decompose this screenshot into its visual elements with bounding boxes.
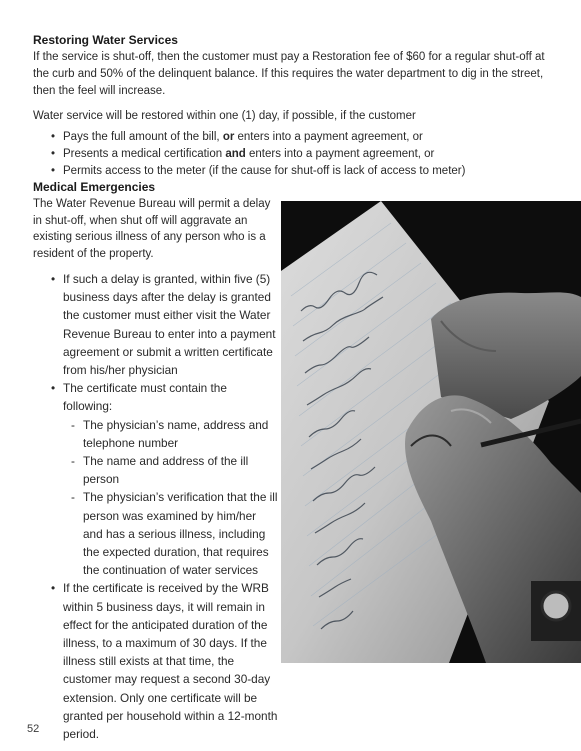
medical-heading: Medical Emergencies <box>33 180 156 194</box>
restoring-bullet: • Pays the full amount of the bill, or enters into a payment agreement, or <box>51 129 548 146</box>
medical-intro: The Water Revenue Bureau will permit a delay in shut-off, when shut off will aggravate an existing serious illness of any person who is a resident of the property. <box>33 198 271 260</box>
medical-bullet: • If such a delay is granted, within five (5) business days after the delay is granted the customer must either visit the Water Revenue Bureau to enter into a payment agreement or submit a written certificate from his/her physician <box>51 270 278 379</box>
restoring-heading: Restoring Water Services <box>33 33 178 47</box>
restoring-paragraph-1: If the service is shut-off, then the customer must pay a Restoration fee of $60 for a regular shut-off at the curb and 50% of the delinquent balance. If this requires the water department to dig in the street, then the feel will increase. <box>33 51 545 97</box>
restoring-bullet: • Presents a medical certification and enters into a payment agreement, or <box>51 146 548 163</box>
restoring-section <box>33 33 548 180</box>
restoring-paragraph-2: Water service will be restored within one (1) day, if possible, if the customer <box>33 110 416 122</box>
medical-section <box>33 180 278 743</box>
medical-bullet-list <box>33 270 278 743</box>
certificate-requirement: - The physician’s verification that the ill person was examined by him/her and has a serious illness, including the expected duration, that requires the continuation of water services <box>71 488 278 579</box>
certificate-requirement: - The physician’s name, address and telephone number <box>71 416 278 452</box>
certificate-requirement: - The name and address of the ill person <box>71 452 278 488</box>
certificate-requirements-list <box>63 416 278 580</box>
page-number: 52 <box>27 723 40 735</box>
medical-bullet: • If the certificate is received by the WRB within 5 business days, it will remain in effect for the anticipated duration of the illness, to a maximum of 30 days. If the illness still exists at that time, the customer may request a second 30-day extension. Only one certificate will be granted per household within a 12-month period. <box>51 579 278 743</box>
restoring-bullet-list <box>33 129 548 180</box>
writing-photo-illustration <box>281 201 581 663</box>
photo-hands-writing-notes <box>281 201 581 663</box>
restoring-bullet: • Permits access to the meter (if the cause for shut-off is lack of access to meter) <box>51 163 548 180</box>
medical-bullet: • The certificate must contain the following: - The physician’s name, address and telephone number - The name and address of the ill person - The physician’s verification that the ill person was examined by him/her and has a serious illness, including the expected duration, that requires the continuation of water services <box>51 379 278 579</box>
